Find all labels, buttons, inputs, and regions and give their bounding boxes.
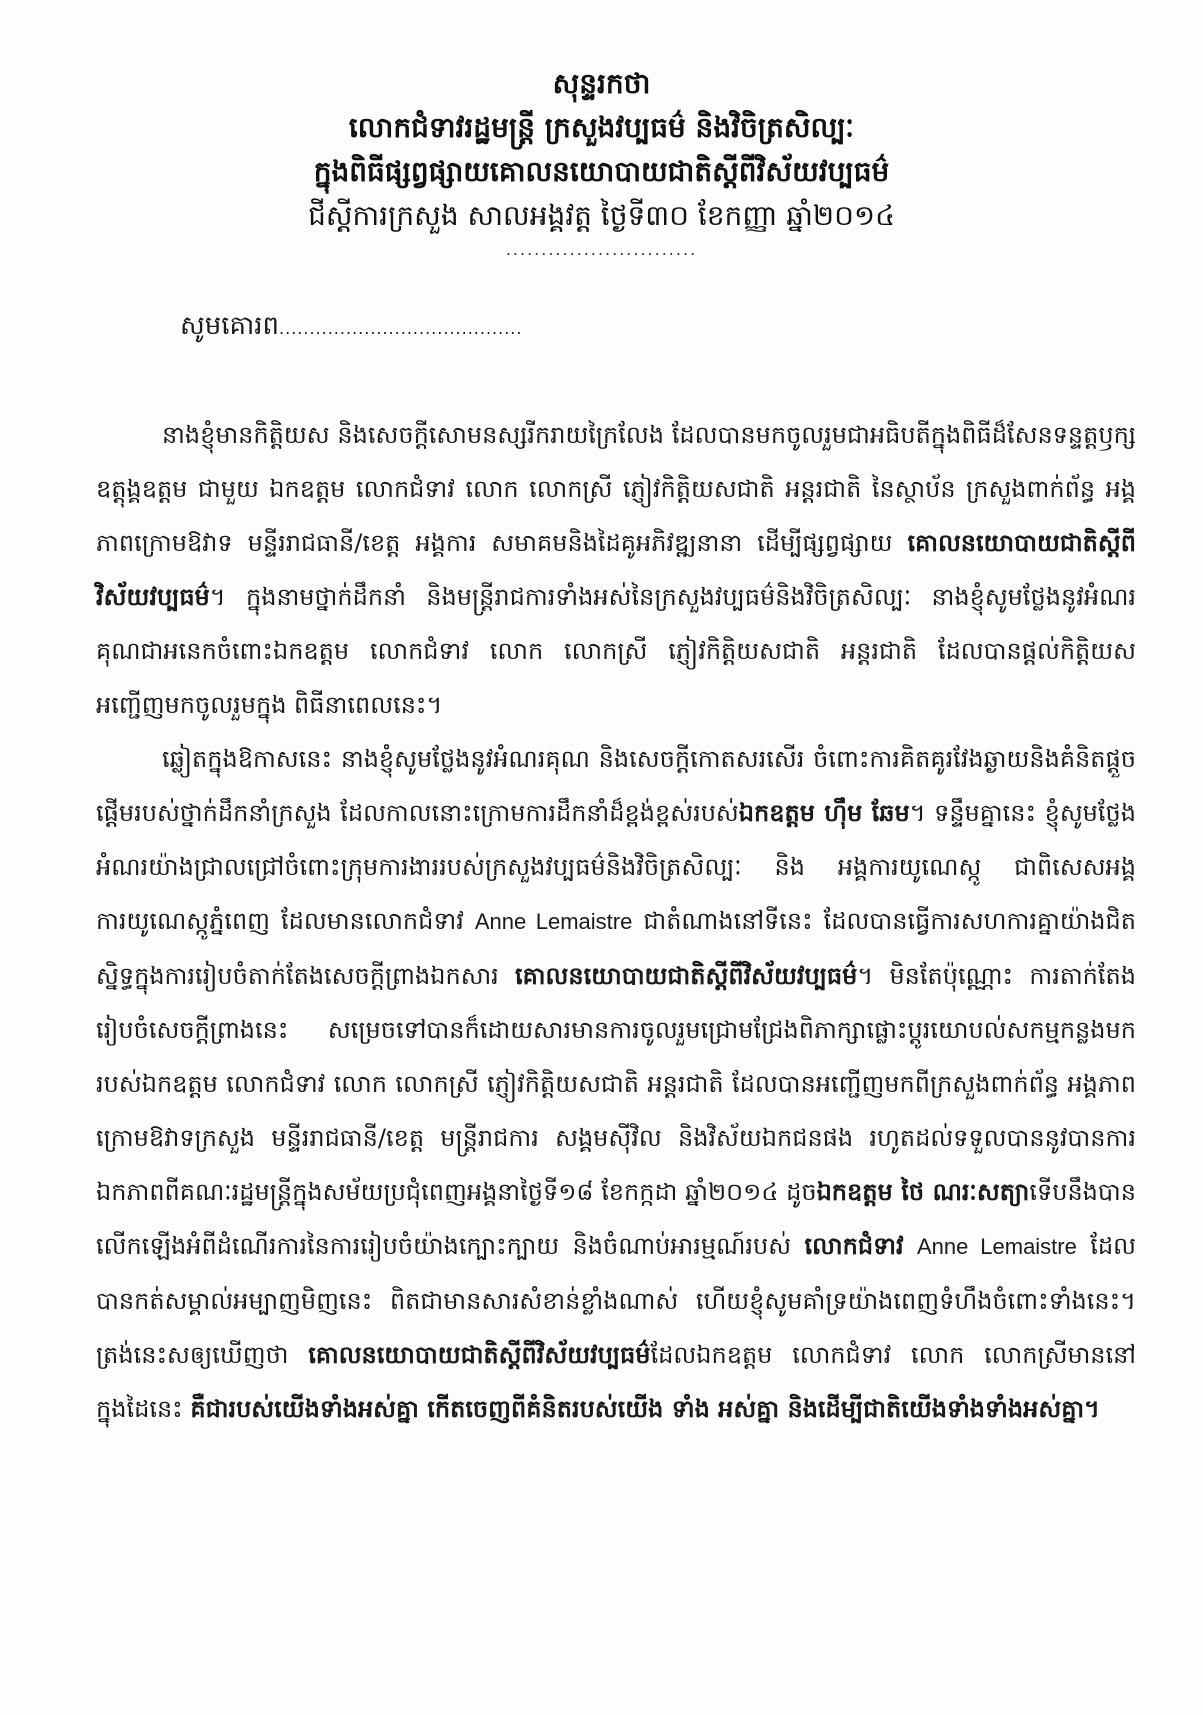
paragraph-1 bbox=[96, 408, 1136, 732]
p2-text-3: ជាតំណាងនៅទីនេះ ដែលបានធ្វើការសហការគ្នាយ៉ាងជិតស្និទ្ធក្នុងការរៀបចំតាក់តែងសេចក្តីព្រាងឯកសារ bbox=[96, 907, 1136, 990]
p2-latin-name-2: Anne Lemaistre bbox=[916, 1234, 1077, 1259]
salutation-dots: ........................................ bbox=[279, 319, 523, 338]
p2-bold-policy-2: គោលនយោបាយជាតិស្តីពីវិស័យវប្បធម៌ bbox=[308, 1341, 651, 1369]
p1-bold-policy: គោលនយោបាយជាតិស្តីពីវិស័យវប្បធម៌ bbox=[96, 529, 1136, 611]
p2-text-7: ដែលបានកត់សម្គាល់អម្បាញមិញនេះ ពិតជាមានសារសំខាន់ខ្លាំងណាស់ ហើយខ្ញុំសូមគាំទ្រយ៉ាងពេញទំហឹងចំពោះទាំងនេះ។ ត្រង់នេះសឲ្យឃើញថា bbox=[96, 1232, 1136, 1369]
speaker-line: លោកជំទាវរដ្ឋមន្ត្រី ក្រសួងវប្បធម៌ និងវិចិត្រសិល្បៈ bbox=[348, 111, 855, 144]
p1-text-2: ។ ក្នុងនាមថ្នាក់ដឹកនាំ និងមន្ត្រីរាជការទាំងអស់នៃក្រសួងវប្បធម៌និងវិចិត្រសិល្បៈ នាងខ្ញុំសូមថ្លែងនូវអំណរគុណជាអនេកចំពោះឯកឧត្តម លោកជំទាវ លោក លោកស្រី ភ្ញៀវកិត្តិយសជាតិ អន្តរជាតិ ដែលបានផ្តល់កិត្តិយស អញ្ជើញមកចូលរួមក្នុង ពិធីនាពេលនេះ។ bbox=[96, 583, 1136, 719]
event-line: ក្នុងពិធីផ្សព្វផ្សាយគោលនយោបាយជាតិស្តីពីវិស័យវប្បធម៌ bbox=[313, 155, 890, 188]
p2-text-1: ឆ្លៀតក្នុងឱកាសនេះ នាងខ្ញុំសូមថ្លែងនូវអំណរគុណ និងសេចក្តីកោតសរសើរ ចំពោះការគិតគូរវែងឆ្ងាយនិងគំនិតផ្តួចផ្តើមរបស់ថ្នាក់ដឹកនាំក្រសួង ដែលកាលនោះក្រោមការដឹកនាំដ៏ខ្ពង់ខ្ពស់របស់ bbox=[96, 745, 1136, 827]
paragraph-2 bbox=[96, 732, 1136, 1436]
p1-text-1: នាងខ្ញុំមានកិត្តិយស និងសេចក្តីសោមនស្សរីករាយក្រៃលែង ដែលបានមកចូលរួមជាអធិបតីក្នុងពិធីដ៏សែនទន្ទត្តឫក្ស ឧត្តុង្គឧត្តម ជាមួយ ឯកឧត្តម លោកជំទាវ លោក លោកស្រី ភ្ញៀវកិត្តិយសជាតិ អន្តរជាតិ នៃស្ថាប័ន ក្រសួងពាក់ព័ន្ធ អង្គភាពក្រោមឱវាទ មន្ទីររាជធានី/ខេត្ត អង្គការ សមាគមនិងដៃគូអភិវឌ្ឍនានា ដើម្បីផ្សព្វផ្សាយ bbox=[96, 421, 1136, 557]
salutation-word: សូមគោរព bbox=[180, 311, 280, 341]
speech-header bbox=[0, 62, 1203, 260]
p2-text-8: ដែលឯកឧត្តម លោកជំទាវ លោក លោកស្រីមាននៅក្នុងដៃនេះ bbox=[96, 1341, 1136, 1423]
salutation bbox=[180, 308, 522, 347]
p2-bold-title: លោកជំទាវ bbox=[804, 1232, 904, 1260]
venue-date-line: ជីស្តីការក្រសួង សាលអង្គវត្ត ថ្ងៃទី៣០ ខែកញ្ញា ឆ្នាំ២០១៤ bbox=[308, 199, 895, 232]
header-divider-dots: ........................... bbox=[505, 240, 698, 259]
p2-text-6 bbox=[904, 1232, 917, 1260]
speech-title: សុន្ទរកថា bbox=[552, 67, 651, 100]
p2-bold-name-2: ឯកឧត្តម ថៃ ណរៈសត្យា bbox=[816, 1178, 1030, 1206]
speech-body bbox=[96, 408, 1136, 1436]
p2-bold-policy-1: គោលនយោបាយជាតិស្តីពីវិស័យវប្បធម៌ bbox=[515, 962, 858, 990]
p2-latin-name-1: Anne Lemaistre bbox=[474, 909, 633, 934]
p2-text-2: ។ ទន្ទឹមគ្នានេះ ខ្ញុំសូមថ្លែងអំណរយ៉ាងជ្រាលជ្រៅចំពោះក្រុមការងាររបស់ក្រសួងវប្បធម៌និងវិចិត្រសិល្បៈ និង អង្គការយូណេស្កូ ជាពិសេសអង្គការយូណេស្កូភ្នំពេញ ដែលមានលោកជំទាវ bbox=[96, 799, 1136, 935]
p2-bold-name-1: ឯកឧត្តម ហ៊ឹម ឆែម bbox=[738, 799, 910, 827]
p2-text-5: ទើបនឹងបានលើកឡើងអំពីដំណើរការនៃការរៀបចំយ៉ាងក្បោះក្បាយ និងចំណាប់អារម្មណ៍របស់ bbox=[96, 1178, 1136, 1260]
p2-bold-closing: គឺជារបស់យើងទាំងអស់គ្នា កើតចេញពីគំនិតរបស់យើង ទាំង អស់គ្នា និងដើម្បីជាតិយើងទាំងទាំងអស់គ្នា។ bbox=[190, 1395, 1100, 1423]
p2-text-4: ។ មិនតែប៉ុណ្ណោះ ការតាក់តែងរៀបចំសេចក្តីព្រាងនេះ សម្រេចទៅបានក៏ដោយសារមានការចូលរួមជ្រោមជ្រែងពិភាក្សាផ្លោះប្តូរយោបល់សកម្មកន្លងមករបស់ឯកឧត្តម លោកជំទាវ លោក លោកស្រី ភ្ញៀវកិត្តិយសជាតិ អន្តរជាតិ ដែលបានអញ្ជើញមកពីក្រសួងពាក់ព័ន្ធ អង្គភាពក្រោមឱវាទក្រសួង មន្ទីររាជធានី/ខេត្ត មន្ត្រីរាជការ សង្គមស៊ីវិល និងវិស័យឯកជនផង រហូតដល់ទទួលបាននូវបានការឯកភាពពីគណៈរដ្ឋមន្ត្រីក្នុងសម័យប្រជុំពេញអង្គនាថ្ងៃទី១៨ ខែកក្កដា ឆ្នាំ២០១៤ ដូច bbox=[96, 962, 1136, 1206]
